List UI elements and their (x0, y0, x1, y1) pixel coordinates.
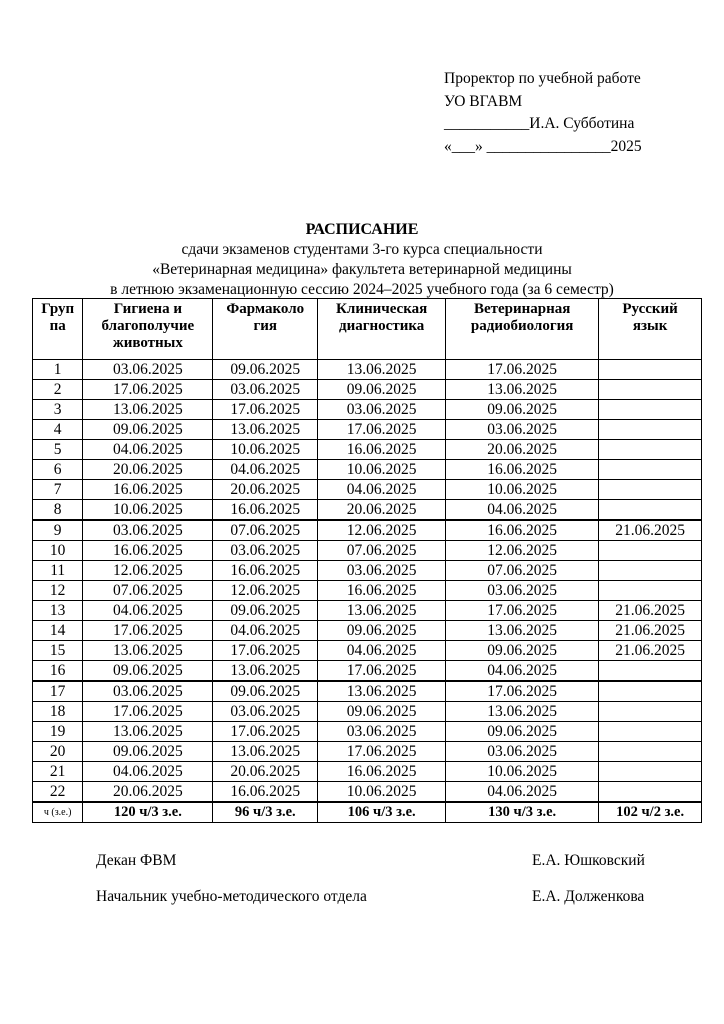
table-row (33, 380, 702, 400)
table-row (33, 782, 702, 803)
cell-diagnostics: 04.06.2025 (318, 641, 446, 661)
cell-pharmacology: 09.06.2025 (213, 681, 318, 702)
cell-group: 4 (33, 420, 83, 440)
table-row (33, 561, 702, 581)
cell-russian (599, 380, 702, 400)
cell-pharmacology: 17.06.2025 (213, 641, 318, 661)
cell-group: 9 (33, 520, 83, 541)
table-row (33, 601, 702, 621)
cell-radiobiology: 04.06.2025 (446, 661, 599, 682)
cell-group: 15 (33, 641, 83, 661)
table-body (33, 360, 702, 803)
cell-radiobiology: 17.06.2025 (446, 360, 599, 380)
totals-hygiene: 120 ч/3 з.е. (83, 802, 213, 823)
cell-hygiene: 13.06.2025 (83, 400, 213, 420)
cell-russian (599, 541, 702, 561)
table-row (33, 500, 702, 521)
cell-group: 22 (33, 782, 83, 803)
cell-pharmacology: 09.06.2025 (213, 360, 318, 380)
cell-diagnostics: 16.06.2025 (318, 581, 446, 601)
table-row (33, 621, 702, 641)
table-row (33, 742, 702, 762)
cell-russian: 21.06.2025 (599, 641, 702, 661)
cell-radiobiology: 10.06.2025 (446, 762, 599, 782)
cell-hygiene: 03.06.2025 (83, 520, 213, 541)
cell-hygiene: 04.06.2025 (83, 601, 213, 621)
table-row (33, 681, 702, 702)
title-line-1: сдачи экзаменов студентами 3-го курса специальности (181, 241, 543, 258)
header-group: Груп па (33, 299, 83, 360)
table-row (33, 762, 702, 782)
cell-hygiene: 07.06.2025 (83, 581, 213, 601)
table-row (33, 702, 702, 722)
cell-diagnostics: 16.06.2025 (318, 440, 446, 460)
cell-pharmacology: 03.06.2025 (213, 702, 318, 722)
cell-radiobiology: 13.06.2025 (446, 621, 599, 641)
cell-radiobiology: 17.06.2025 (446, 681, 599, 702)
cell-diagnostics: 04.06.2025 (318, 480, 446, 500)
cell-pharmacology: 04.06.2025 (213, 621, 318, 641)
header-pharmacology: Фармаколо гия (213, 299, 318, 360)
cell-group: 12 (33, 581, 83, 601)
cell-group: 3 (33, 400, 83, 420)
dean-title: Декан ФВМ (96, 852, 177, 869)
cell-hygiene: 13.06.2025 (83, 722, 213, 742)
cell-radiobiology: 03.06.2025 (446, 420, 599, 440)
cell-russian: 21.06.2025 (599, 621, 702, 641)
table-row (33, 460, 702, 480)
cell-russian (599, 722, 702, 742)
cell-group: 16 (33, 661, 83, 682)
cell-group: 5 (33, 440, 83, 460)
cell-radiobiology: 04.06.2025 (446, 782, 599, 803)
cell-diagnostics: 16.06.2025 (318, 762, 446, 782)
cell-hygiene: 04.06.2025 (83, 440, 213, 460)
totals-row (33, 802, 702, 823)
cell-pharmacology: 07.06.2025 (213, 520, 318, 541)
cell-radiobiology: 17.06.2025 (446, 601, 599, 621)
cell-hygiene: 17.06.2025 (83, 702, 213, 722)
cell-diagnostics: 07.06.2025 (318, 541, 446, 561)
cell-hygiene: 03.06.2025 (83, 681, 213, 702)
totals-radiobiology: 130 ч/3 з.е. (446, 802, 599, 823)
cell-pharmacology: 10.06.2025 (213, 440, 318, 460)
title-line-2: «Ветеринарная медицина» факультета ветеринарной медицины (152, 261, 572, 278)
cell-group: 13 (33, 601, 83, 621)
cell-hygiene: 16.06.2025 (83, 541, 213, 561)
totals-label: ч (з.е.) (33, 802, 83, 823)
table-row (33, 661, 702, 682)
cell-pharmacology: 03.06.2025 (213, 380, 318, 400)
cell-hygiene: 12.06.2025 (83, 561, 213, 581)
cell-diagnostics: 03.06.2025 (318, 722, 446, 742)
cell-russian (599, 500, 702, 521)
table-row (33, 400, 702, 420)
approval-signature-line: ___________И.А. Субботина (444, 115, 635, 132)
cell-pharmacology: 13.06.2025 (213, 661, 318, 682)
cell-russian (599, 561, 702, 581)
cell-pharmacology: 16.06.2025 (213, 500, 318, 521)
header-russian: Русский язык (599, 299, 702, 360)
cell-hygiene: 09.06.2025 (83, 742, 213, 762)
cell-hygiene: 03.06.2025 (83, 360, 213, 380)
cell-hygiene: 10.06.2025 (83, 500, 213, 521)
cell-russian (599, 702, 702, 722)
header-radiobiology: Ветеринарная радиобиология (446, 299, 599, 360)
cell-diagnostics: 17.06.2025 (318, 420, 446, 440)
cell-hygiene: 09.06.2025 (83, 661, 213, 682)
table-row (33, 581, 702, 601)
head-title: Начальник учебно-методического отдела (96, 888, 367, 905)
cell-hygiene: 13.06.2025 (83, 641, 213, 661)
cell-group: 6 (33, 460, 83, 480)
cell-radiobiology: 07.06.2025 (446, 561, 599, 581)
cell-diagnostics: 03.06.2025 (318, 400, 446, 420)
table-row (33, 520, 702, 541)
cell-russian (599, 400, 702, 420)
cell-pharmacology: 17.06.2025 (213, 722, 318, 742)
cell-russian (599, 661, 702, 682)
table-row (33, 480, 702, 500)
cell-russian (599, 782, 702, 803)
cell-group: 17 (33, 681, 83, 702)
table-row (33, 541, 702, 561)
cell-pharmacology: 09.06.2025 (213, 601, 318, 621)
cell-radiobiology: 03.06.2025 (446, 581, 599, 601)
cell-hygiene: 16.06.2025 (83, 480, 213, 500)
cell-group: 14 (33, 621, 83, 641)
cell-radiobiology: 13.06.2025 (446, 380, 599, 400)
cell-radiobiology: 04.06.2025 (446, 500, 599, 521)
cell-pharmacology: 12.06.2025 (213, 581, 318, 601)
totals-russian: 102 ч/2 з.е. (599, 802, 702, 823)
title-line-3: в летнюю экзаменационную сессию 2024–2025 учебного года (за 6 семестр) (110, 281, 614, 298)
cell-pharmacology: 17.06.2025 (213, 400, 318, 420)
table-row (33, 420, 702, 440)
cell-group: 20 (33, 742, 83, 762)
header-hygiene: Гигиена и благополучие животных (83, 299, 213, 360)
cell-diagnostics: 13.06.2025 (318, 681, 446, 702)
title-block (0, 220, 724, 300)
cell-pharmacology: 16.06.2025 (213, 561, 318, 581)
cell-hygiene: 20.06.2025 (83, 782, 213, 803)
cell-russian: 21.06.2025 (599, 601, 702, 621)
cell-radiobiology: 03.06.2025 (446, 742, 599, 762)
table-row (33, 360, 702, 380)
cell-russian (599, 762, 702, 782)
cell-diagnostics: 12.06.2025 (318, 520, 446, 541)
cell-russian (599, 440, 702, 460)
cell-diagnostics: 20.06.2025 (318, 500, 446, 521)
table-row (33, 440, 702, 460)
cell-russian (599, 420, 702, 440)
header-diagnostics: Клиническая диагностика (318, 299, 446, 360)
cell-russian (599, 581, 702, 601)
dean-name: Е.А. Юшковский (532, 852, 645, 869)
cell-hygiene: 09.06.2025 (83, 420, 213, 440)
cell-group: 8 (33, 500, 83, 521)
cell-group: 19 (33, 722, 83, 742)
cell-pharmacology: 13.06.2025 (213, 742, 318, 762)
cell-diagnostics: 13.06.2025 (318, 601, 446, 621)
cell-hygiene: 17.06.2025 (83, 380, 213, 400)
cell-group: 21 (33, 762, 83, 782)
table-header-row (33, 299, 702, 360)
cell-radiobiology: 09.06.2025 (446, 400, 599, 420)
cell-group: 2 (33, 380, 83, 400)
exam-schedule-table (32, 298, 702, 823)
cell-group: 11 (33, 561, 83, 581)
approval-date-line: «___» ________________2025 (444, 137, 642, 155)
cell-russian (599, 360, 702, 380)
cell-diagnostics: 09.06.2025 (318, 380, 446, 400)
cell-radiobiology: 13.06.2025 (446, 702, 599, 722)
cell-russian (599, 480, 702, 500)
approval-position: Проректор по учебной работе (444, 70, 641, 87)
cell-group: 18 (33, 702, 83, 722)
cell-pharmacology: 13.06.2025 (213, 420, 318, 440)
cell-pharmacology: 20.06.2025 (213, 762, 318, 782)
table-row (33, 722, 702, 742)
cell-pharmacology: 04.06.2025 (213, 460, 318, 480)
totals-diagnostics: 106 ч/3 з.е. (318, 802, 446, 823)
cell-hygiene: 04.06.2025 (83, 762, 213, 782)
cell-diagnostics: 17.06.2025 (318, 661, 446, 682)
cell-radiobiology: 09.06.2025 (446, 641, 599, 661)
head-name: Е.А. Долженкова (532, 888, 645, 905)
cell-russian (599, 742, 702, 762)
totals-pharmacology: 96 ч/3 з.е. (213, 802, 318, 823)
cell-diagnostics: 13.06.2025 (318, 360, 446, 380)
cell-diagnostics: 03.06.2025 (318, 561, 446, 581)
cell-pharmacology: 03.06.2025 (213, 541, 318, 561)
cell-radiobiology: 12.06.2025 (446, 541, 599, 561)
cell-radiobiology: 16.06.2025 (446, 520, 599, 541)
cell-pharmacology: 16.06.2025 (213, 782, 318, 803)
approval-block (444, 68, 642, 158)
cell-russian (599, 460, 702, 480)
cell-radiobiology: 10.06.2025 (446, 480, 599, 500)
cell-diagnostics: 09.06.2025 (318, 702, 446, 722)
cell-russian: 21.06.2025 (599, 520, 702, 541)
cell-radiobiology: 16.06.2025 (446, 460, 599, 480)
cell-group: 7 (33, 480, 83, 500)
cell-russian (599, 681, 702, 702)
cell-radiobiology: 09.06.2025 (446, 722, 599, 742)
cell-group: 10 (33, 541, 83, 561)
cell-diagnostics: 09.06.2025 (318, 621, 446, 641)
table-row (33, 641, 702, 661)
document-heading: РАСПИСАНИЕ (305, 221, 419, 238)
cell-group: 1 (33, 360, 83, 380)
cell-diagnostics: 10.06.2025 (318, 460, 446, 480)
cell-hygiene: 17.06.2025 (83, 621, 213, 641)
cell-pharmacology: 20.06.2025 (213, 480, 318, 500)
cell-diagnostics: 17.06.2025 (318, 742, 446, 762)
cell-diagnostics: 10.06.2025 (318, 782, 446, 803)
cell-radiobiology: 20.06.2025 (446, 440, 599, 460)
cell-hygiene: 20.06.2025 (83, 460, 213, 480)
approval-organization: УО ВГАВМ (444, 92, 523, 110)
